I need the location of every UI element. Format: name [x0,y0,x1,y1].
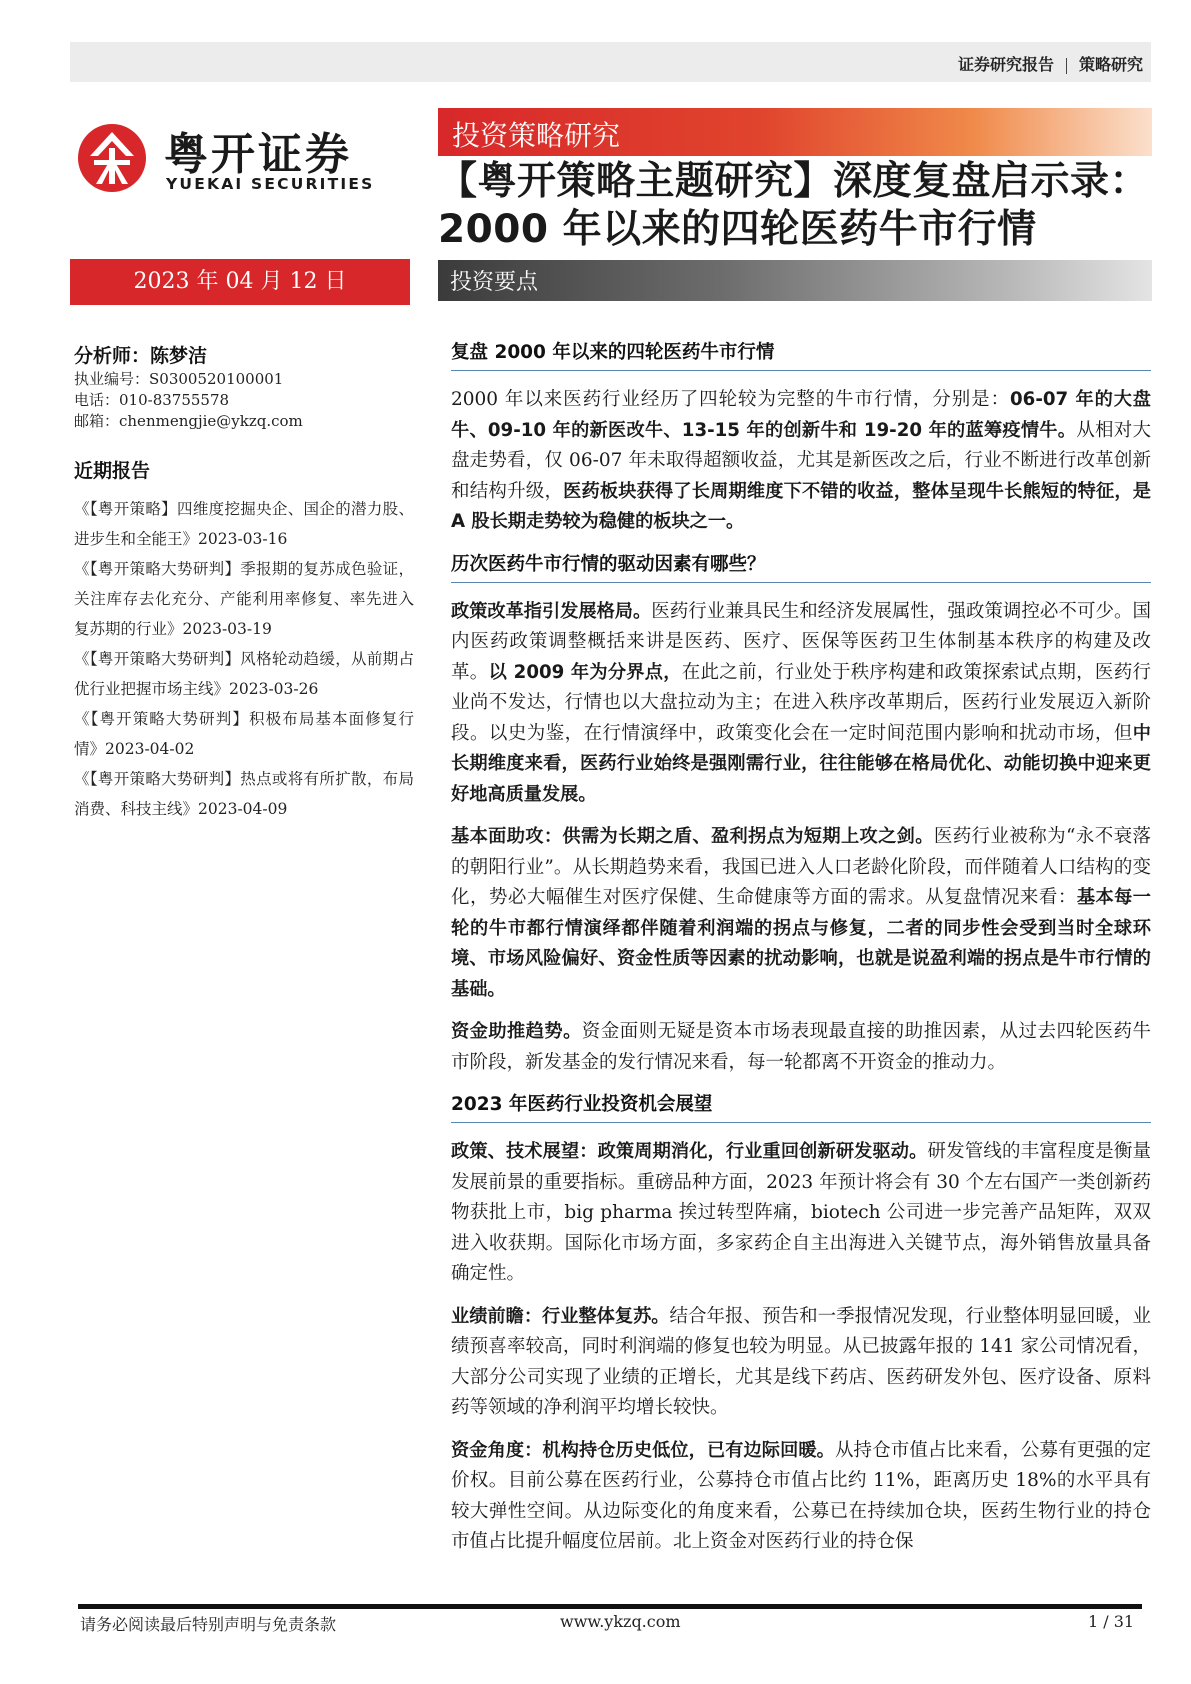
bold-run: 基本每一轮的牛市都行情演绎都伴随着利润端的拐点与修复，二者的同步性会受到当时全球环境、市场风险偏好、资金性质等因素的扰动影响，也就是说盈利端的拐点是牛市行情的基础。 [451,887,1151,1000]
bold-run: 政策改革指引发展格局。 [451,600,652,622]
key-points-bar [438,260,1152,301]
tag-divider [1066,58,1067,74]
bold-run: 政策、技术展望：政策周期消化，行业重回创新研发驱动。 [451,1141,928,1162]
logo-chinese: 粤开证券 [164,129,352,180]
text-run: 结合年报、预告和一季报情况发现，行业整体明显回暖，业绩预喜率较高，同时利润端的修复也较为明显。从已披露年报的 141 家公司情况看，大部分公司实现了业绩的正增长，尤其是线下药店、医药研发外包、医疗设备、原料药等领域的净利润平均增长较快。 [451,1305,1151,1418]
bold-run: 业绩前瞻：行业整体复苏。 [451,1305,670,1327]
left-sidebar [74,343,414,824]
recent-report-item[interactable]: 《【粤开策略大势研判】热点或将有所扩散，布局消费、科技主线》2023-04-09 [74,770,414,818]
footer-rule [78,1604,1142,1609]
analyst-phone: 电话：010-83755578 [74,391,230,409]
paragraph-four-bull-markets [451,385,1151,538]
footer-website[interactable]: www.ykzq.com [560,1612,681,1631]
paragraph-policy-tech-outlook [451,1137,1151,1290]
text-run: 研发管线的丰富程度是衡量发展前景的重要指标。重磅品种方面，2023 年预计将会有 30 个左右国产一类创新药物获批上市，big pharma 挨过转型阵痛，biotech 公司进一步完善产品矩阵，双双进入收获期。国际化市场方面，多家药企自主出海进入关键节点，海外销售放量具备确定性。 [451,1141,1151,1284]
footer-page-number: 1 / 31 [1088,1612,1135,1631]
paragraph-capital-outlook [451,1436,1151,1558]
analyst-email[interactable]: 邮箱：chenmengjie@ykzq.com [74,412,303,430]
key-points-label: 投资要点 [450,270,539,295]
bold-run: 中长期维度来看，医药行业始终是强刚需行业，往往能够在格局优化、动能切换中迎来更好地高质量发展。 [451,722,1151,805]
category-banner-label: 投资策略研究 [452,119,621,152]
bold-run: 以 2009 年为分界点， [488,661,682,683]
bold-run: 医药板块获得了长周期维度下不错的收益，整体呈现牛长熊短的特征，是 A 股长期走势较为稳健的板块之一。 [451,480,1151,532]
text-run: 从相对大盘走势看，仅 06-07 年未取得超额收益，尤其是新医改之后，行业不断进行改革创新和结构升级， [451,419,1151,502]
report-date: 2023 年 04 月 12 日 [70,259,410,305]
recent-reports-heading: 近期报告 [74,460,151,482]
company-logo [76,122,406,202]
bold-run: 资金角度：机构持仓历史低位，已有边际回暖。 [451,1439,835,1461]
bold-run: 06-07 年的大盘牛、09-10 年的新医改牛、13-15 年的创新牛和 19-20 年的蓝筹疫情牛。 [451,389,1151,441]
logo-english: YUEKAI SECURITIES [166,175,375,193]
section-heading-outlook: 2023 年医药行业投资机会展望 [451,1090,1151,1123]
text-run: 医药行业被称为“永不衰落的朝阳行业”。从长期趋势来看，我国已进入人口老龄化阶段，而伴随着人口结构的变化，势必大幅催生对医疗保健、生命健康等方面的需求。从复盘情况来看： [451,826,1151,908]
report-type-tag: 证券研究报告 [957,55,1054,74]
bold-run: 基本面助攻：供需为长期之盾、盈利拐点为短期上攻之剑。 [451,826,934,847]
text-run: 在此之前，行业处于秩序构建和政策探索试点期，医药行业尚不发达，行情也以大盘拉动为主；在进入秩序改革期后，医药行业发展迈入新阶段。以史为鉴，在行情演绎中，政策变化会在一定时间范围内影响和扰动市场，但 [451,661,1151,744]
paragraph-capital [451,1017,1151,1078]
yuekai-logo-icon [76,122,148,194]
paragraph-earnings-outlook [451,1302,1151,1424]
recent-report-item[interactable]: 《【粤开策略大势研判】积极布局基本面修复行情》2023-04-02 [74,710,414,758]
section-heading-drivers: 历次医药牛市行情的驱动因素有哪些？ [451,550,1151,583]
category-banner [438,108,1152,156]
text-run: 资金面则无疑是资本市场表现最直接的助推因素，从过去四轮医药牛市阶段，新发基金的发行情况来看，每一轮都离不开资金的推动力。 [451,1021,1151,1073]
paragraph-fundamentals [451,822,1151,1005]
recent-reports-list [74,494,414,824]
recent-report-item[interactable]: 《【粤开策略大势研判】季报期的复苏成色验证，关注库存去化充分、产能利用率修复、率先进入复苏期的行业》2023-03-19 [74,560,414,638]
top-bar [70,42,1151,82]
text-run: 2000 年以来医药行业经历了四轮较为完整的牛市行情，分别是： [451,389,1011,410]
report-title: 【粤开策略主题研究】深度复盘启示录：2000 年以来的四轮医药牛市行情 [438,159,1150,252]
analyst-name: 分析师：陈梦洁 [74,345,208,367]
recent-report-item[interactable]: 《【粤开策略】四维度挖掘央企、国企的潜力股、进步生和全能王》2023-03-16 [74,500,414,548]
main-content [451,338,1151,1570]
recent-report-item[interactable]: 《【粤开策略大势研判】风格轮动趋缓，从前期占优行业把握市场主线》2023-03-26 [74,650,414,698]
footer-disclaimer: 请务必阅读最后特别声明与免责条款 [80,1615,337,1634]
paragraph-policy [451,597,1151,811]
text-run: 医药行业兼具民生和经济发展属性，强政策调控必不可少。国内医药政策调整概括来讲是医药、医疗、医保等医药卫生体制基本秩序的构建及改革。 [451,600,1151,683]
text-run: 从持仓市值占比来看，公募有更强的定价权。目前公募在医药行业，公募持仓市值占比约 11%，距离历史 18%的水平具有较大弹性空间。从边际变化的角度来看，公募已在持续加仓块，医药生物行业的持仓市值占比提升幅度位居前。北上资金对医药行业的持仓保 [451,1439,1151,1552]
analyst-license: 执业编号：S0300520100001 [74,370,284,388]
bold-run: 资金助推趋势。 [451,1021,582,1042]
report-tags [958,52,1143,75]
report-category-tag: 策略研究 [1078,55,1143,74]
section-heading-review: 复盘 2000 年以来的四轮医药牛市行情 [451,338,1151,371]
